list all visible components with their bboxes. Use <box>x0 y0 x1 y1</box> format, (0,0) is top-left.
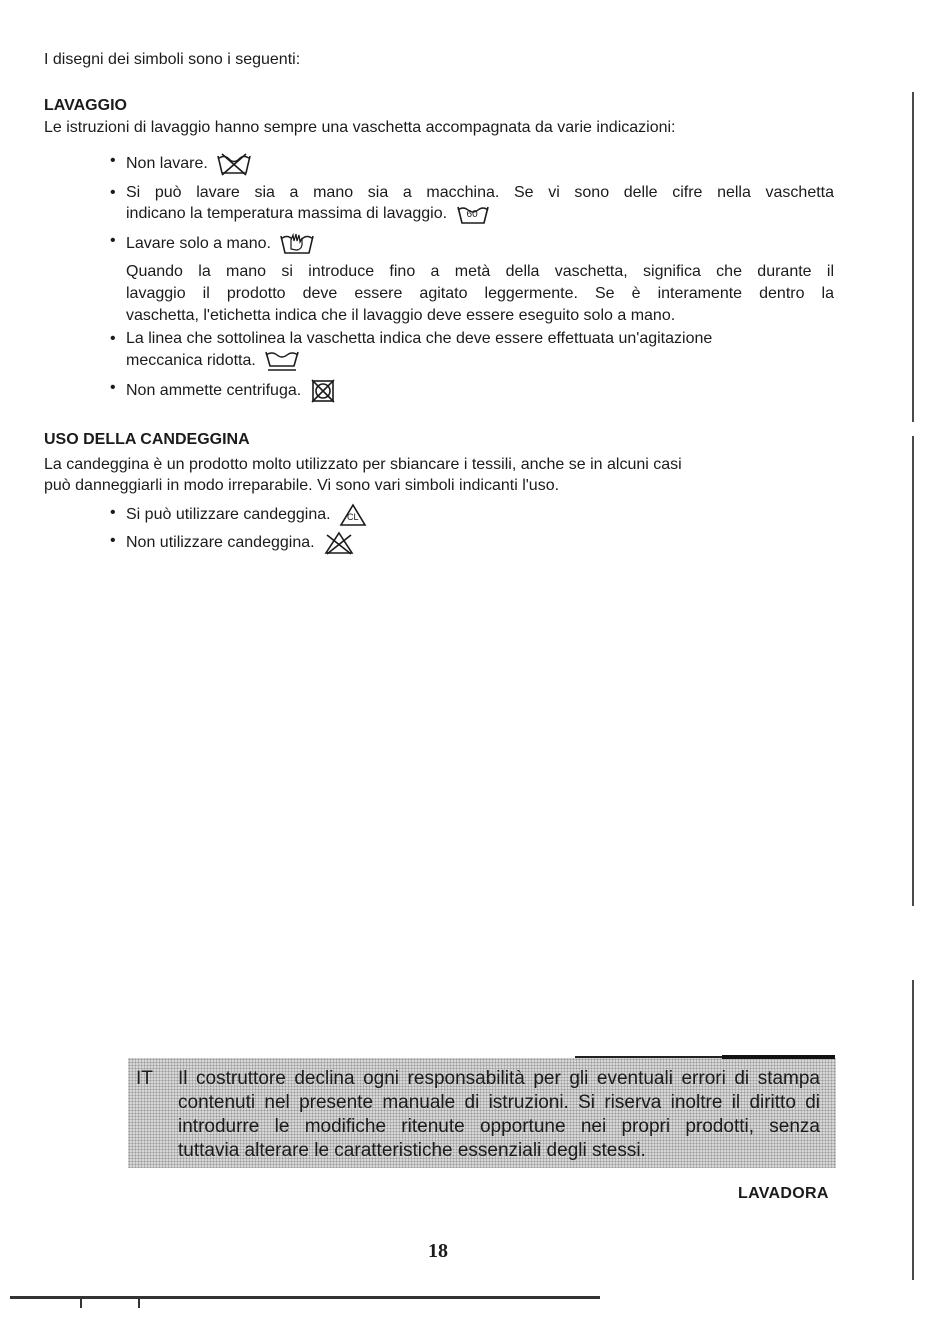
bleach-symbol-text: CL <box>347 512 359 522</box>
scan-edge-line <box>912 980 914 1280</box>
wash-temperature-label: 60 <box>466 209 478 220</box>
bullet: • <box>110 379 116 396</box>
hand-wash-label: Lavare solo a mano. <box>126 235 271 253</box>
hand-wash-icon <box>279 231 315 257</box>
wash-line2-label: indicano la temperatura massima di lavaggio. <box>126 205 448 223</box>
bullet: • <box>110 532 116 549</box>
no-spin-label: Non ammette centrifuga. <box>126 382 302 400</box>
footer-brand: LAVADORA <box>738 1185 829 1202</box>
gentle-wash-icon <box>264 349 300 373</box>
bullet: • <box>110 152 116 169</box>
disclaimer-line-3: introdurre le modifiche ritenute opportune nei propri prodotti, senza <box>178 1116 820 1137</box>
lavaggio-item-gentle-line1: La linea che sottolinea la vaschetta indica che deve essere effettuata un'agitazione <box>126 330 713 347</box>
gentle-wash-label: meccanica ridotta. <box>126 352 256 370</box>
bleach-label: Si può utilizzare candeggina. <box>126 506 331 524</box>
lavaggio-item-gentle-line2 <box>126 349 300 373</box>
wash-tub-60-icon <box>456 203 490 225</box>
disclaimer-rule-accent <box>722 1055 835 1059</box>
no-spin-icon <box>310 378 336 404</box>
bullet: • <box>110 232 116 249</box>
language-tag: IT <box>136 1068 153 1089</box>
no-wash-icon <box>216 151 252 177</box>
lavaggio-item-no-wash <box>126 151 252 177</box>
section-heading-lavaggio: LAVAGGIO <box>44 97 127 114</box>
bleach-icon <box>339 503 367 527</box>
hand-wash-desc-line1: Quando la mano si introduce fino a metà della vaschetta, significa che durante il <box>126 263 834 280</box>
lavaggio-item-no-spin <box>126 378 336 404</box>
disclaimer-line-4: tuttavia alterare le caratteristiche essenziali degli stessi. <box>178 1140 646 1161</box>
bottom-rule-tick <box>80 1298 82 1308</box>
candeggina-item-no-bleach <box>126 531 355 555</box>
no-bleach-icon <box>323 531 355 555</box>
lavaggio-lead: Le istruzioni di lavaggio hanno sempre una vaschetta accompagnata da varie indicazioni: <box>44 119 676 136</box>
candeggina-item-bleach <box>126 503 367 527</box>
disclaimer-line-1: Il costruttore declina ogni responsabilità per gli eventuali errori di stampa <box>178 1068 820 1089</box>
intro-text: I disegni dei simboli sono i seguenti: <box>44 51 301 68</box>
candeggina-lead-line2: può danneggiarli in modo irreparabile. Vi sono vari simboli indicanti l'uso. <box>44 477 560 494</box>
disclaimer-line-2: contenuti nel presente manuale di istruzioni. Si riserva inoltre il diritto di <box>178 1092 820 1113</box>
bullet: • <box>110 504 116 521</box>
candeggina-lead-line1: La candeggina è un prodotto molto utilizzato per sbiancare i tessili, anche se in alcuni casi <box>44 456 682 473</box>
bottom-rule <box>10 1296 600 1299</box>
page-number: 18 <box>428 1240 448 1262</box>
no-bleach-label: Non utilizzare candeggina. <box>126 534 315 552</box>
bullet: • <box>110 184 116 201</box>
scan-edge-line <box>912 92 914 422</box>
hand-wash-desc-line2: lavaggio il prodotto deve essere agitato leggermente. Se è interamente dentro la <box>126 285 834 302</box>
bottom-rule-tick <box>138 1298 140 1308</box>
lavaggio-item-hand-wash <box>126 231 315 257</box>
section-heading-candeggina: USO DELLA CANDEGGINA <box>44 431 250 448</box>
no-wash-label: Non lavare. <box>126 155 208 173</box>
bullet: • <box>110 330 116 347</box>
lavaggio-item-wash-line2 <box>126 203 490 225</box>
hand-wash-desc-line3: vaschetta, l'etichetta indica che il lavaggio deve essere eseguito solo a mano. <box>126 307 676 324</box>
lavaggio-item-wash-line1: Si può lavare sia a mano sia a macchina. Se vi sono delle cifre nella vaschetta <box>126 184 834 201</box>
scan-edge-line <box>912 436 914 906</box>
